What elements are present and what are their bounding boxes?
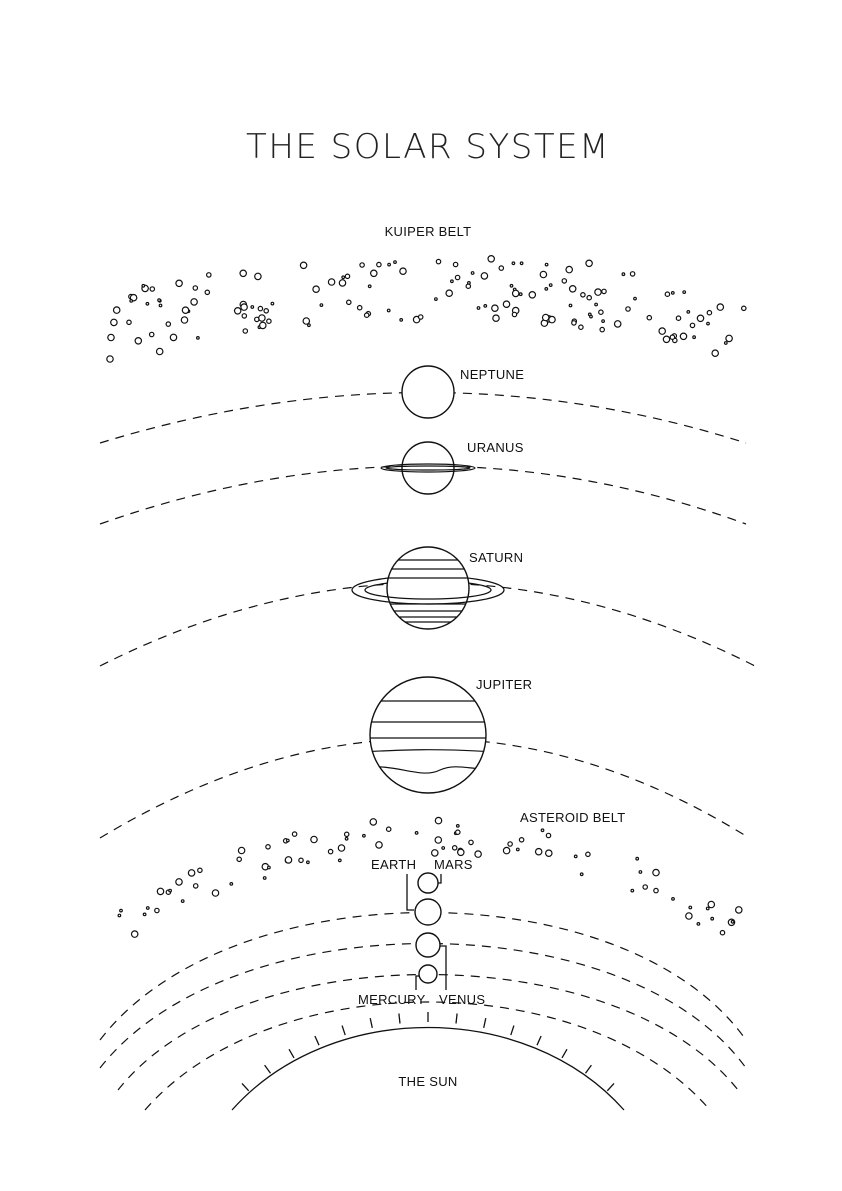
asteroid <box>686 913 692 919</box>
asteroid <box>546 850 552 856</box>
sun-surface <box>232 1028 624 1111</box>
kuiper-object <box>676 316 680 320</box>
asteroid <box>299 858 303 862</box>
kuiper-object <box>663 336 669 342</box>
asteroid <box>345 832 349 836</box>
kuiper-belt <box>107 256 746 363</box>
sun-ray <box>242 1083 249 1090</box>
kuiper-object <box>581 293 585 297</box>
kuiper-object <box>659 328 665 334</box>
asteroid <box>503 847 509 853</box>
asteroid <box>643 885 647 889</box>
asteroid <box>720 931 724 935</box>
asteroid <box>731 921 734 924</box>
asteroid <box>435 817 441 823</box>
asteroid-belt-label: ASTEROID BELT <box>520 810 626 825</box>
kuiper-object <box>566 266 572 272</box>
kuiper-object <box>634 297 637 300</box>
kuiper-object <box>513 290 519 296</box>
venus-label: VENUS <box>439 992 486 1007</box>
kuiper-object <box>258 306 262 310</box>
asteroid <box>194 884 198 888</box>
kuiper-object <box>717 304 723 310</box>
kuiper-object <box>436 259 440 263</box>
kuiper-object <box>446 290 452 296</box>
kuiper-object <box>453 262 457 266</box>
kuiper-object <box>579 325 583 329</box>
inner-planets <box>358 857 485 1007</box>
kuiper-object <box>108 334 114 340</box>
asteroid <box>475 851 481 857</box>
kuiper-object <box>107 356 113 362</box>
kuiper-object <box>693 336 696 339</box>
asteroid <box>442 847 445 850</box>
kuiper-object <box>170 334 176 340</box>
kuiper-object <box>545 263 548 266</box>
asteroid <box>292 832 296 836</box>
asteroid <box>636 857 639 860</box>
kuiper-object <box>512 312 516 316</box>
kuiper-object <box>166 322 170 326</box>
earth-planet <box>415 899 441 925</box>
asteroid <box>143 913 146 916</box>
kuiper-object <box>680 333 686 339</box>
sun-ray <box>607 1083 614 1090</box>
kuiper-object <box>303 318 309 324</box>
asteroid <box>706 907 709 910</box>
kuiper-object <box>235 308 241 314</box>
kuiper-object <box>388 263 391 266</box>
asteroid <box>631 889 634 892</box>
kuiper-object <box>313 286 319 292</box>
asteroid <box>586 852 590 856</box>
asteroid <box>453 846 457 850</box>
asteroid <box>132 931 138 937</box>
earth-leader <box>407 874 414 910</box>
kuiper-object <box>394 261 397 264</box>
kuiper-object <box>150 332 154 336</box>
kuiper-object <box>477 307 480 310</box>
asteroid <box>169 889 172 892</box>
asteroid <box>697 923 700 926</box>
kuiper-object <box>159 304 162 307</box>
kuiper-object <box>157 348 163 354</box>
kuiper-object <box>320 304 323 307</box>
kuiper-object <box>191 299 197 305</box>
kuiper-object <box>519 293 522 296</box>
kuiper-object <box>242 314 246 318</box>
kuiper-object <box>197 337 200 340</box>
sun-label: THE SUN <box>398 1074 458 1089</box>
asteroid <box>237 857 241 861</box>
kuiper-object <box>205 290 209 294</box>
asteroid <box>546 833 550 837</box>
kuiper-object <box>130 300 133 303</box>
sun-ray <box>537 1036 541 1045</box>
sun-ray <box>456 1014 457 1024</box>
kuiper-object <box>712 350 718 356</box>
jupiter-label: JUPITER <box>476 677 533 692</box>
asteroid <box>432 850 438 856</box>
asteroid <box>689 906 692 909</box>
kuiper-object <box>342 276 345 279</box>
asteroid <box>574 855 577 858</box>
kuiper-object <box>142 285 145 288</box>
asteroid <box>311 836 317 842</box>
earth-label: EARTH <box>371 857 417 872</box>
asteroid <box>672 898 675 901</box>
kuiper-object <box>158 299 161 302</box>
kuiper-object <box>267 319 271 323</box>
kuiper-object <box>251 306 254 309</box>
kuiper-object <box>484 305 487 308</box>
kuiper-object <box>499 266 503 270</box>
kuiper-object <box>492 305 498 311</box>
asteroid <box>370 819 376 825</box>
sun-ray <box>265 1065 271 1073</box>
kuiper-object <box>400 268 406 274</box>
kuiper-object <box>451 280 454 283</box>
kuiper-object <box>599 310 603 314</box>
kuiper-object <box>600 327 604 331</box>
asteroid <box>198 868 202 872</box>
kuiper-object <box>707 311 711 315</box>
asteroid <box>711 917 714 920</box>
kuiper-object <box>595 303 598 306</box>
kuiper-object <box>529 292 535 298</box>
asteroid <box>338 845 344 851</box>
neptune <box>402 366 524 418</box>
kuiper-object <box>345 274 349 278</box>
asteroid <box>654 888 658 892</box>
asteroid <box>339 859 342 862</box>
kuiper-object <box>400 319 403 322</box>
kuiper-object <box>665 292 669 296</box>
kuiper-object <box>572 321 576 325</box>
kuiper-object <box>590 315 593 318</box>
kuiper-object <box>570 286 576 292</box>
asteroid <box>238 847 244 853</box>
asteroid <box>176 879 182 885</box>
kuiper-object <box>493 315 499 321</box>
kuiper-object <box>683 291 686 294</box>
asteroid <box>266 845 270 849</box>
kuiper-object <box>622 273 625 276</box>
asteroid <box>345 838 348 841</box>
kuiper-object <box>377 262 381 266</box>
kuiper-object <box>182 307 188 313</box>
kuiper-object <box>510 285 513 288</box>
kuiper-object <box>111 319 117 325</box>
kuiper-object <box>543 314 549 320</box>
kuiper-object <box>193 286 197 290</box>
kuiper-object <box>255 273 261 279</box>
sun-ray <box>399 1014 400 1024</box>
kuiper-object <box>602 320 605 323</box>
mars-planet <box>418 873 438 893</box>
venus-orbit <box>118 975 738 1091</box>
kuiper-object <box>512 262 515 265</box>
kuiper-object <box>339 280 345 286</box>
kuiper-object <box>468 282 471 285</box>
kuiper-object <box>127 320 131 324</box>
kuiper-object <box>697 315 703 321</box>
sun-ray <box>562 1049 567 1058</box>
kuiper-object <box>626 307 630 311</box>
asteroid <box>376 842 382 848</box>
kuiper-object <box>243 329 247 333</box>
kuiper-object <box>455 275 459 279</box>
kuiper-object <box>545 288 548 291</box>
asteroid <box>287 839 290 842</box>
asteroid <box>653 869 659 875</box>
neptune-planet <box>402 366 454 418</box>
asteroid <box>181 900 184 903</box>
asteroid <box>580 873 583 876</box>
asteroid <box>456 830 460 834</box>
asteroid <box>387 827 391 831</box>
kuiper-belt-label: KUIPER BELT <box>384 224 472 239</box>
asteroid <box>708 901 714 907</box>
sun-ray <box>511 1026 514 1036</box>
mercury-planet <box>419 965 437 983</box>
uranus <box>381 440 524 494</box>
kuiper-object <box>259 315 265 321</box>
kuiper-object <box>562 279 566 283</box>
kuiper-object <box>540 271 546 277</box>
kuiper-object <box>520 262 523 265</box>
kuiper-object <box>371 270 377 276</box>
asteroid <box>307 861 310 864</box>
asteroid <box>736 907 742 913</box>
mercury-label: MERCURY <box>358 992 426 1007</box>
asteroid <box>415 832 418 835</box>
asteroid <box>157 888 163 894</box>
kuiper-object <box>419 315 423 319</box>
kuiper-object <box>586 260 592 266</box>
sun-ray <box>586 1065 592 1073</box>
kuiper-object <box>347 300 351 304</box>
asteroid <box>268 866 271 869</box>
saturn <box>352 547 523 629</box>
kuiper-object <box>328 279 334 285</box>
kuiper-object <box>360 263 364 267</box>
saturn-label: SATURN <box>469 550 524 565</box>
poster-title: THE SOLAR SYSTEM <box>246 127 610 167</box>
kuiper-object <box>707 322 710 325</box>
kuiper-object <box>146 303 149 306</box>
sun-ray <box>342 1026 345 1036</box>
kuiper-object <box>569 304 572 307</box>
kuiper-object <box>264 309 268 313</box>
kuiper-object <box>300 262 306 268</box>
kuiper-object <box>690 323 694 327</box>
kuiper-object <box>176 280 182 286</box>
asteroid <box>541 829 544 832</box>
kuiper-object <box>647 316 651 320</box>
kuiper-object <box>587 296 591 300</box>
asteroid <box>230 883 233 886</box>
sun-ray <box>484 1018 486 1028</box>
neptune-label: NEPTUNE <box>460 367 525 382</box>
kuiper-object <box>742 306 746 310</box>
kuiper-object <box>207 273 211 277</box>
kuiper-object <box>725 342 728 345</box>
sun-ray <box>315 1036 319 1045</box>
asteroid <box>519 838 523 842</box>
asteroid <box>458 849 464 855</box>
kuiper-object <box>240 270 246 276</box>
kuiper-object <box>181 317 187 323</box>
kuiper-object <box>488 256 494 262</box>
kuiper-object <box>358 306 362 310</box>
sun-ray <box>289 1049 294 1058</box>
kuiper-object <box>241 304 247 310</box>
asteroid <box>263 877 266 880</box>
asteroid <box>363 835 366 838</box>
kuiper-object <box>150 287 154 291</box>
asteroid <box>147 907 150 910</box>
asteroid <box>639 871 642 874</box>
asteroid <box>328 849 332 853</box>
asteroid <box>517 848 520 851</box>
kuiper-object <box>260 322 266 328</box>
kuiper-object <box>271 302 274 305</box>
kuiper-object <box>481 273 487 279</box>
asteroid <box>508 842 512 846</box>
uranus-planet <box>402 442 454 494</box>
asteroid <box>118 914 121 917</box>
kuiper-object <box>670 335 674 339</box>
kuiper-object <box>687 311 690 314</box>
jupiter-planet <box>370 677 486 793</box>
kuiper-object <box>595 289 601 295</box>
asteroid <box>469 840 473 844</box>
kuiper-object <box>368 285 371 288</box>
kuiper-object <box>435 298 438 301</box>
kuiper-object <box>114 307 120 313</box>
asteroid <box>188 870 194 876</box>
kuiper-object <box>630 272 634 276</box>
asteroid <box>155 908 159 912</box>
kuiper-object <box>549 284 552 287</box>
kuiper-object <box>503 301 509 307</box>
asteroid <box>536 849 542 855</box>
kuiper-object <box>387 309 390 312</box>
asteroid <box>457 825 460 828</box>
asteroid <box>120 909 123 912</box>
sun <box>232 1012 624 1110</box>
kuiper-object <box>135 338 141 344</box>
uranus-label: URANUS <box>467 440 524 455</box>
mars-label: MARS <box>434 857 473 872</box>
asteroid <box>212 890 218 896</box>
kuiper-object <box>365 313 369 317</box>
venus-planet <box>416 933 440 957</box>
jupiter <box>360 677 532 793</box>
kuiper-object <box>726 335 732 341</box>
asteroid <box>435 837 441 843</box>
sun-ray <box>370 1018 372 1028</box>
asteroid <box>285 857 291 863</box>
venus-leader <box>440 946 446 990</box>
kuiper-object <box>549 316 555 322</box>
kuiper-object <box>602 289 606 293</box>
kuiper-object <box>471 272 474 275</box>
kuiper-object <box>615 321 621 327</box>
kuiper-object <box>672 292 675 295</box>
